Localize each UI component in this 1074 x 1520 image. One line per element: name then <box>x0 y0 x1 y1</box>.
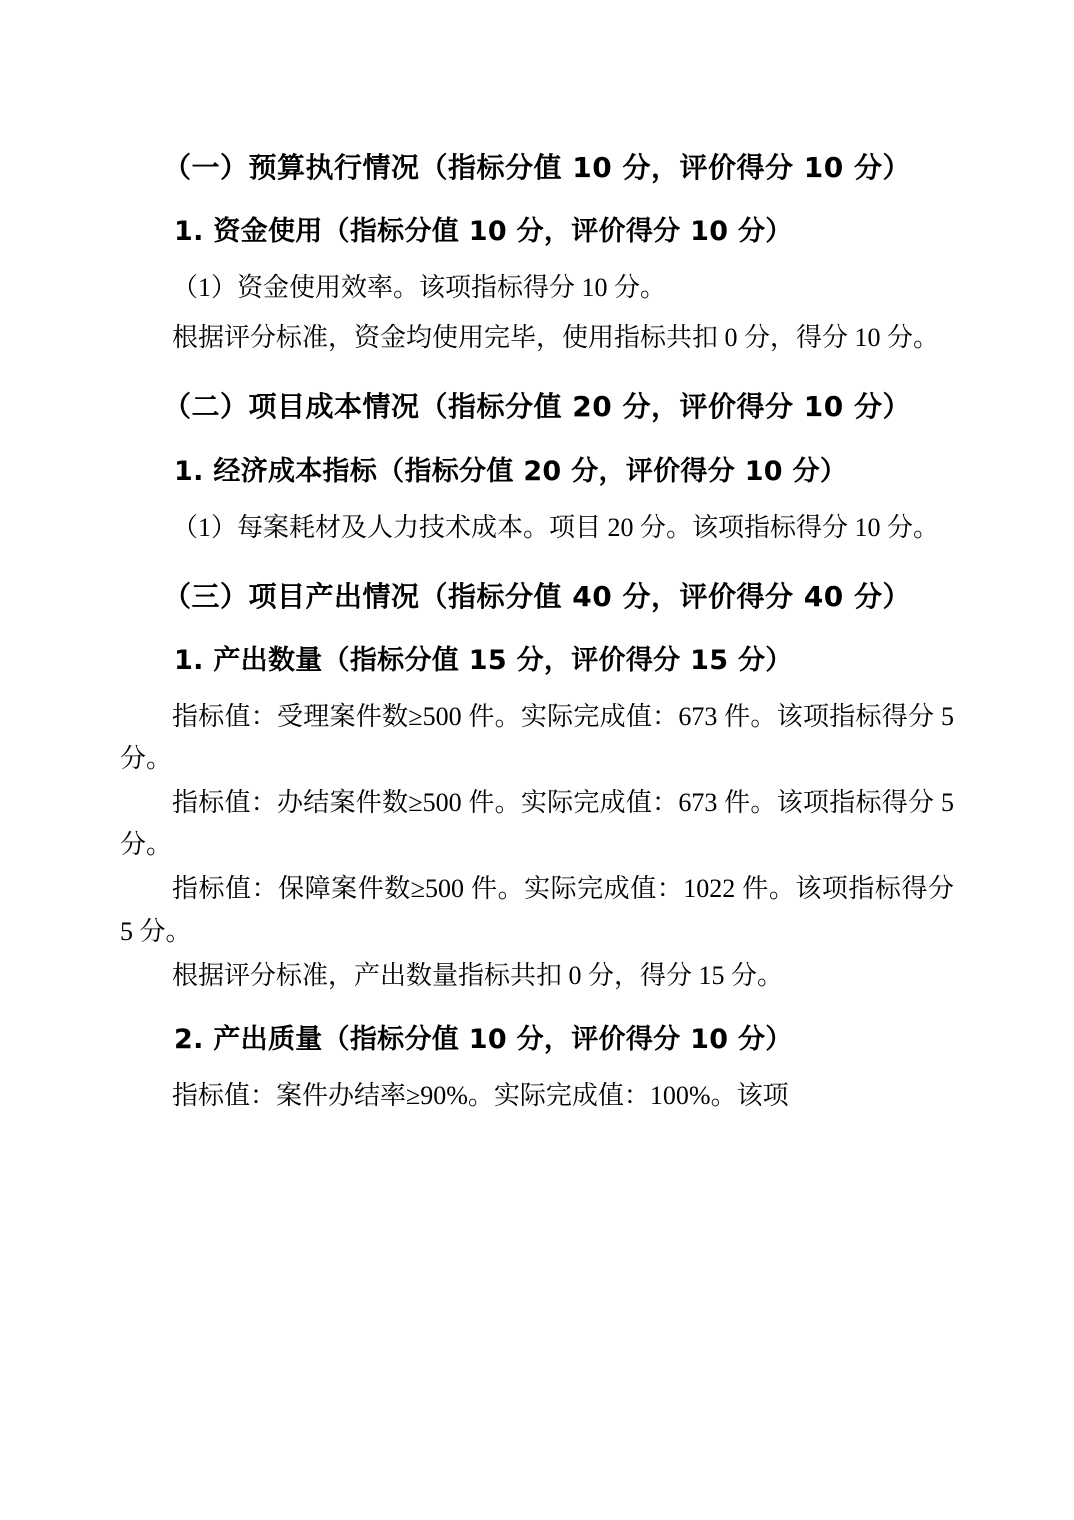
paragraph-accepted-cases: 指标值：受理案件数≥500 件。实际完成值：673 件。该项指标得分 5 分。 <box>120 702 954 774</box>
section-subheading-fund-usage: 1. 资金使用（指标分值 10 分，评价得分 10 分） <box>174 216 793 248</box>
section-heading-project-output: （三）项目产出情况（指标分值 40 分，评价得分 40 分） <box>163 579 911 613</box>
paragraph-per-case-cost: （1）每案耗材及人力技术成本。项目 20 分。该项指标得分 10 分。 <box>172 512 940 542</box>
section-heading-budget-execution: （一）预算执行情况（指标分值 10 分，评价得分 10 分） <box>163 151 911 184</box>
paragraph-closed-cases: 指标值：办结案件数≥500 件。实际完成值：673 件。该项指标得分 5 分。 <box>120 788 954 860</box>
paragraph-output-quantity-score: 根据评分标准，产出数量指标共扣 0 分，得分 15 分。 <box>172 960 784 990</box>
document-body <box>120 146 954 1117</box>
paragraph-case-closure-rate: 指标值：案件办结率≥90%。实际完成值：100%。该项 <box>172 1080 789 1110</box>
paragraph-guaranteed-cases: 指标值：保障案件数≥500 件。实际完成值：1022 件。该项指标得分 5 分。 <box>120 874 954 946</box>
paragraph-fund-usage-efficiency: （1）资金使用效率。该项指标得分 10 分。 <box>172 273 667 303</box>
section-subheading-output-quantity: 1. 产出数量（指标分值 15 分，评价得分 15 分） <box>174 645 793 677</box>
section-subheading-output-quality: 2. 产出质量（指标分值 10 分，评价得分 10 分） <box>174 1023 793 1055</box>
section-heading-project-cost: （二）项目成本情况（指标分值 20 分，评价得分 10 分） <box>163 390 911 424</box>
paragraph-fund-usage-score: 根据评分标准，资金均使用完毕，使用指标共扣 0 分，得分 10 分。 <box>172 323 940 353</box>
section-subheading-economic-cost: 1. 经济成本指标（指标分值 20 分，评价得分 10 分） <box>174 455 848 487</box>
